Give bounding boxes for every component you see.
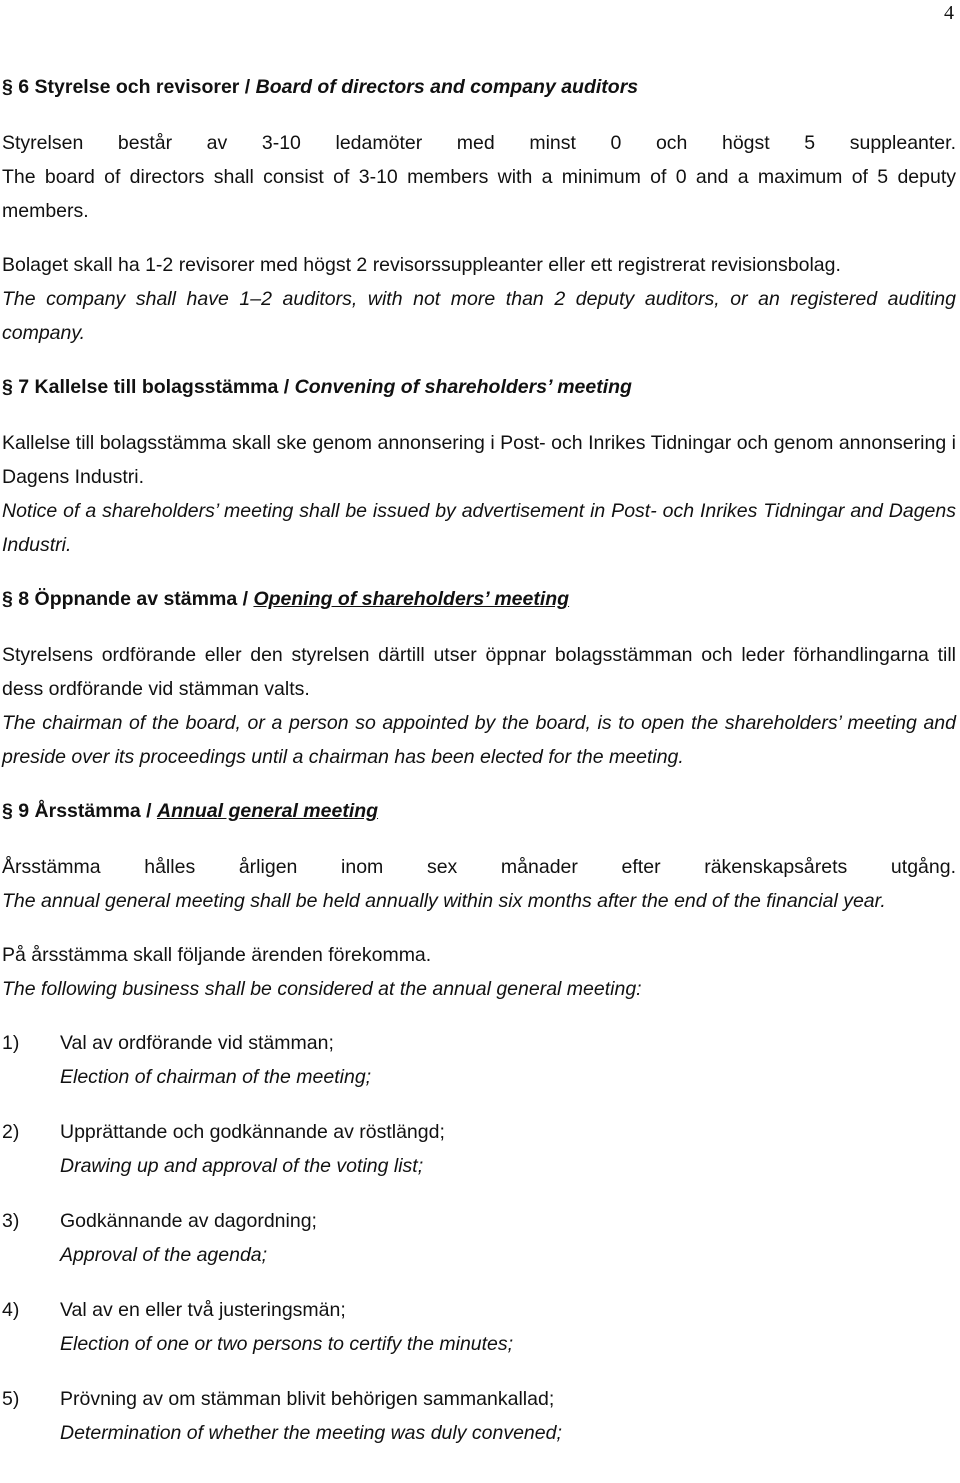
section-7-p1-sv: Kallelse till bolagsstämma skall ske genom annonsering i Post- och Inrikes Tidningar och genom annonsering i Dagens Industri. xyxy=(2,432,956,488)
section-8-heading-en: Opening of shareholders’ meeting xyxy=(253,588,570,610)
section-6-heading-en: Board of directors and company auditors xyxy=(255,76,639,98)
agenda-item-sv: Prövning av om stämman blivit behörigen sammankallad; xyxy=(60,1388,555,1410)
agenda-item-sv: Godkännande av dagordning; xyxy=(60,1210,317,1232)
agenda-item-en: Approval of the agenda; xyxy=(60,1244,268,1266)
section-6-p1-en: The board of directors shall consist of 3-10 members with a minimum of 0 and a maximum of 5 deputy members. xyxy=(2,166,956,222)
agenda-list xyxy=(2,1026,956,1450)
section-9-p1-en: The annual general meeting shall be held annually within six months after the end of the financial year. xyxy=(2,890,886,912)
section-7-heading xyxy=(2,370,956,404)
section-9-heading xyxy=(2,794,956,828)
section-7-heading-sv: § 7 Kallelse till bolagsstämma / xyxy=(2,376,295,398)
section-7-heading-en: Convening of shareholders’ meeting xyxy=(294,376,632,398)
section-8-p1-sv: Styrelsens ordförande eller den styrelsen därtill utser öppnar bolagsstämman och leder förhandlingarna till dess ordförande vid stämman valts. xyxy=(2,644,956,700)
page-number: 4 xyxy=(944,2,954,24)
section-9-p1-sv: Årsstämma hålles årligen inom sex månader efter räkenskapsårets utgång. xyxy=(2,856,956,878)
agenda-item-sv: Val av en eller två justeringsmän; xyxy=(60,1299,346,1321)
section-9-p2-sv: På årsstämma skall följande ärenden förekomma. xyxy=(2,944,432,966)
section-9-heading-en: Annual general meeting xyxy=(157,800,379,822)
agenda-item-number: 2) xyxy=(2,1121,20,1143)
section-6-p1-sv: Styrelsen består av 3-10 ledamöter med minst 0 och högst 5 suppleanter. xyxy=(2,132,956,154)
section-9-heading-sv: § 9 Årsstämma / xyxy=(2,800,158,822)
agenda-item-en: Election of chairman of the meeting; xyxy=(60,1066,372,1088)
agenda-item-number: 4) xyxy=(2,1299,20,1321)
section-6-p2-en: The company shall have 1–2 auditors, with not more than 2 deputy auditors, or an registered auditing company. xyxy=(2,288,956,344)
agenda-item-en: Determination of whether the meeting was duly convened; xyxy=(60,1422,562,1444)
agenda-item xyxy=(2,1382,956,1450)
agenda-item-en: Election of one or two persons to certify the minutes; xyxy=(60,1333,514,1355)
section-8-p1-en: The chairman of the board, or a person so appointed by the board, is to open the shareholders’ meeting and preside over its proceedings until a chairman has been elected for the meeting. xyxy=(2,712,956,768)
agenda-item xyxy=(2,1204,956,1272)
section-9-p2-en: The following business shall be considered at the annual general meeting: xyxy=(2,978,642,1000)
agenda-item-en: Drawing up and approval of the voting list; xyxy=(60,1155,424,1177)
section-8-heading-sv: § 8 Öppnande av stämma / xyxy=(2,588,254,610)
agenda-item-number: 3) xyxy=(2,1210,20,1232)
agenda-item-sv: Val av ordförande vid stämman; xyxy=(60,1032,334,1054)
section-6-p2-sv: Bolaget skall ha 1-2 revisorer med högst 2 revisorssuppleanter eller ett registrerat revisionsbolag. xyxy=(2,254,841,276)
agenda-item-number: 5) xyxy=(2,1388,20,1410)
section-7-p1-en: Notice of a shareholders’ meeting shall be issued by advertisement in Post- och Inrikes Tidningar and Dagens Industri. xyxy=(2,500,956,556)
agenda-item xyxy=(2,1115,956,1183)
section-6-heading xyxy=(2,70,956,104)
agenda-item-number: 1) xyxy=(2,1032,20,1054)
document-body xyxy=(2,70,956,1450)
agenda-item xyxy=(2,1293,956,1361)
agenda-item xyxy=(2,1026,956,1094)
section-6-heading-sv: § 6 Styrelse och revisorer / xyxy=(2,76,256,98)
section-8-heading xyxy=(2,582,956,616)
agenda-item-sv: Upprättande och godkännande av röstlängd; xyxy=(60,1121,445,1143)
